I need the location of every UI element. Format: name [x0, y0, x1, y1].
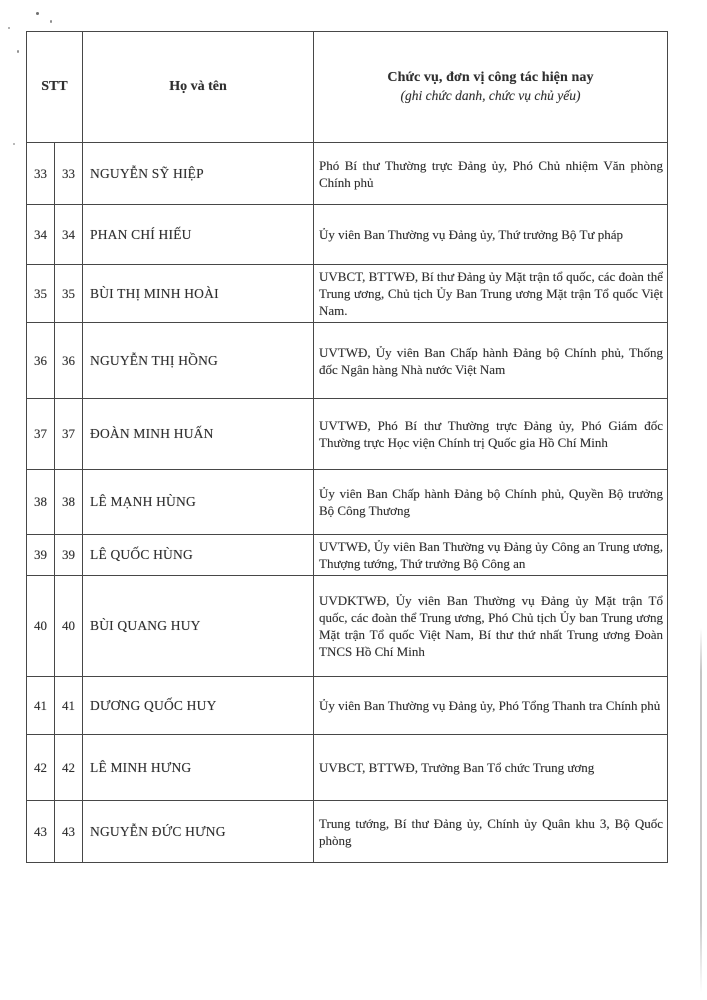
stt-cell: 37: [27, 399, 55, 470]
position-cell: Phó Bí thư Thường trực Đảng ủy, Phó Chủ nhiệm Văn phòng Chính phủ: [314, 143, 668, 205]
stt-cell: 42: [27, 735, 55, 801]
stt-cell: 43: [27, 801, 55, 863]
stt2-cell: 39: [55, 535, 83, 576]
stt-cell: 36: [27, 323, 55, 399]
position-cell: UVBCT, BTTWĐ, Bí thư Đảng ủy Mặt trận tổ quốc, các đoàn thể Trung ương, Chủ tịch Ủy Ban Trung ương Mặt trận Tổ quốc Việt Nam.: [314, 265, 668, 323]
stt-cell: 33: [27, 143, 55, 205]
scan-speck: [36, 12, 39, 15]
scan-speck: [50, 20, 52, 23]
stt2-cell: 42: [55, 735, 83, 801]
name-cell: NGUYỄN SỸ HIỆP: [83, 143, 314, 205]
stt2-cell: 38: [55, 470, 83, 535]
stt2-cell: 34: [55, 205, 83, 265]
stt-cell: 39: [27, 535, 55, 576]
table-row: [27, 576, 668, 677]
stt2-cell: 43: [55, 801, 83, 863]
stt2-cell: 37: [55, 399, 83, 470]
header-position-title: Chức vụ, đơn vị công tác hiện nay: [387, 70, 594, 85]
position-cell: Trung tướng, Bí thư Đảng ủy, Chính ủy Quân khu 3, Bộ Quốc phòng: [314, 801, 668, 863]
name-cell: LÊ MINH HƯNG: [83, 735, 314, 801]
position-cell: Ủy viên Ban Thường vụ Đảng ủy, Thứ trưởng Bộ Tư pháp: [314, 205, 668, 265]
table-row: [27, 535, 668, 576]
table-row: [27, 265, 668, 323]
scan-speck: [8, 27, 10, 29]
table-row: [27, 735, 668, 801]
position-cell: UVTWĐ, Phó Bí thư Thường trực Đảng ủy, Phó Giám đốc Thường trực Học viện Chính trị Quốc gia Hồ Chí Minh: [314, 399, 668, 470]
scan-edge-shadow: [700, 628, 702, 993]
stt2-cell: 33: [55, 143, 83, 205]
name-cell: BÙI QUANG HUY: [83, 576, 314, 677]
personnel-table: [26, 31, 668, 863]
name-cell: LÊ MẠNH HÙNG: [83, 470, 314, 535]
table-row: [27, 801, 668, 863]
header-name: Họ và tên: [83, 32, 314, 143]
name-cell: PHAN CHÍ HIẾU: [83, 205, 314, 265]
position-cell: UVTWĐ, Ủy viên Ban Thường vụ Đảng ủy Công an Trung ương, Thượng tướng, Thứ trưởng Bộ Công an: [314, 535, 668, 576]
stt-cell: 41: [27, 677, 55, 735]
table-row: [27, 323, 668, 399]
header-position-subtitle: (ghi chức danh, chức vụ chủ yếu): [400, 88, 581, 103]
table-row: [27, 399, 668, 470]
table-row: [27, 677, 668, 735]
header-stt: STT: [27, 32, 83, 143]
position-cell: UVDKTWĐ, Ủy viên Ban Thường vụ Đảng ủy Mặt trận Tổ quốc, các đoàn thể Trung ương, Phó Chủ tịch Ủy ban Trung ương Mặt trận Tổ quốc Việt Nam, Bí thư thứ nhất Trung ương Đoàn TNCS Hồ Chí Minh: [314, 576, 668, 677]
table-row: [27, 205, 668, 265]
stt2-cell: 36: [55, 323, 83, 399]
table-header-row: [27, 32, 668, 143]
name-cell: DƯƠNG QUỐC HUY: [83, 677, 314, 735]
name-cell: BÙI THỊ MINH HOÀI: [83, 265, 314, 323]
name-cell: NGUYỄN ĐỨC HƯNG: [83, 801, 314, 863]
stt2-cell: 35: [55, 265, 83, 323]
table-row: [27, 470, 668, 535]
position-cell: UVBCT, BTTWĐ, Trưởng Ban Tổ chức Trung ương: [314, 735, 668, 801]
scan-speck: [17, 50, 19, 53]
position-cell: Ủy viên Ban Chấp hành Đảng bộ Chính phủ, Quyền Bộ trưởng Bộ Công Thương: [314, 470, 668, 535]
position-cell: UVTWĐ, Ủy viên Ban Chấp hành Đảng bộ Chính phủ, Thống đốc Ngân hàng Nhà nước Việt Nam: [314, 323, 668, 399]
stt-cell: 38: [27, 470, 55, 535]
stt2-cell: 41: [55, 677, 83, 735]
stt-cell: 34: [27, 205, 55, 265]
header-position: [314, 32, 668, 143]
name-cell: ĐOÀN MINH HUẤN: [83, 399, 314, 470]
name-cell: LÊ QUỐC HÙNG: [83, 535, 314, 576]
stt-cell: 35: [27, 265, 55, 323]
name-cell: NGUYỄN THỊ HỒNG: [83, 323, 314, 399]
scan-speck: [13, 143, 15, 145]
position-cell: Ủy viên Ban Thường vụ Đảng ủy, Phó Tổng Thanh tra Chính phủ: [314, 677, 668, 735]
table-row: [27, 143, 668, 205]
stt2-cell: 40: [55, 576, 83, 677]
stt-cell: 40: [27, 576, 55, 677]
